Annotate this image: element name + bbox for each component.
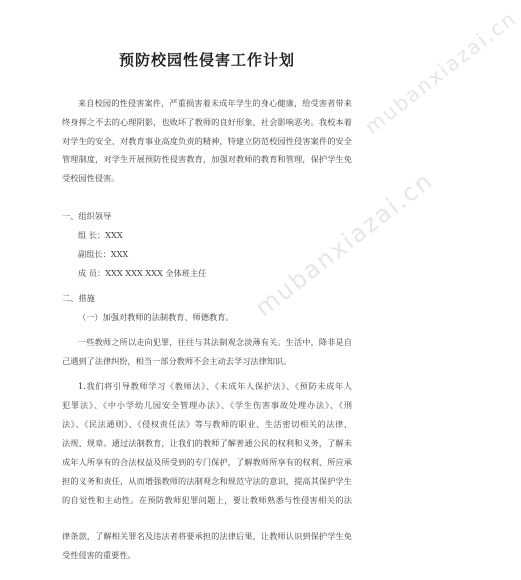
members-line: 成 员：XXX XXX XXX 全体班主任	[78, 268, 207, 278]
subsection-heading: （一）加强对教师的法制教育、师德教育。	[78, 312, 234, 322]
intro-line: 对学生的安全、对教育事业高度负责的精神，特建立防范校园性侵害案件的安全	[62, 136, 352, 146]
body-line: 受性侵害的重要性。	[62, 550, 136, 560]
intro-line: 终身挥之不去的心理阴影，也败坏了教师的良好形象，社会影响恶劣。我校本着	[62, 117, 352, 127]
leader-line: 组 长：XXX	[78, 230, 123, 240]
body-line: 一些教师之所以走向犯罪，往往与其法制观念淡薄有关。生活中，降非是自	[78, 337, 352, 347]
body-line: 1.我们将引导教师学习《教师法》、《未成年人保护法》、《预防未成年人	[78, 381, 352, 391]
body-line: 法规、规章。通过法制教育，让我们的教师了解普通公民的权利和义务，了解未	[62, 438, 352, 448]
body-line: 己遇到了法律纠纷，相当一部分教师不会主动去学习法律知识。	[62, 356, 292, 366]
body-line: 犯罪法》、《中小学幼儿园安全管理办法》、《学生伤害事故处理办法》、《刑	[62, 400, 352, 410]
intro-line: 来自校园的性侵害案件，严重损害着未成年学生的身心健康，给受害者带来	[78, 98, 352, 108]
intro-line: 管理制度，对学生开展预防性侵害教育，加强对教师的教育和管理，保护学生免	[62, 154, 352, 164]
body-line: 成年人所享有的合法权益及所受到的专门保护，了解教师所享有的权利、所应承	[62, 457, 352, 467]
intro-line: 受校园性侵害。	[62, 173, 120, 183]
section-heading: 二、措施	[62, 293, 95, 303]
section-heading: 一、组织领导	[62, 211, 112, 221]
body-line: 法》、《民法通则》、《侵权责任法》等与教师的职业、生活密切相关的法律、	[62, 419, 352, 429]
body-line: 律条款，了解相关罪名及违法者将要承担的法律后果，让教师认识到保护学生免	[62, 531, 352, 541]
vice-leader-line: 副组长：XXX	[78, 249, 129, 259]
body-line: 担的义务和责任，从而增强教师的法制观念和规范守法的意识，提高其保护学生	[62, 476, 352, 486]
watermark: mubanxiazai.cn	[360, 5, 521, 139]
body-line: 的自觉性和主动性。在预防教师犯罪问题上，要让教师熟悉与性侵害相关的法	[62, 495, 352, 505]
document-title: 预防校园性侵害工作计划	[118, 51, 295, 69]
watermark: mubanxiazai.cn	[250, 166, 439, 323]
